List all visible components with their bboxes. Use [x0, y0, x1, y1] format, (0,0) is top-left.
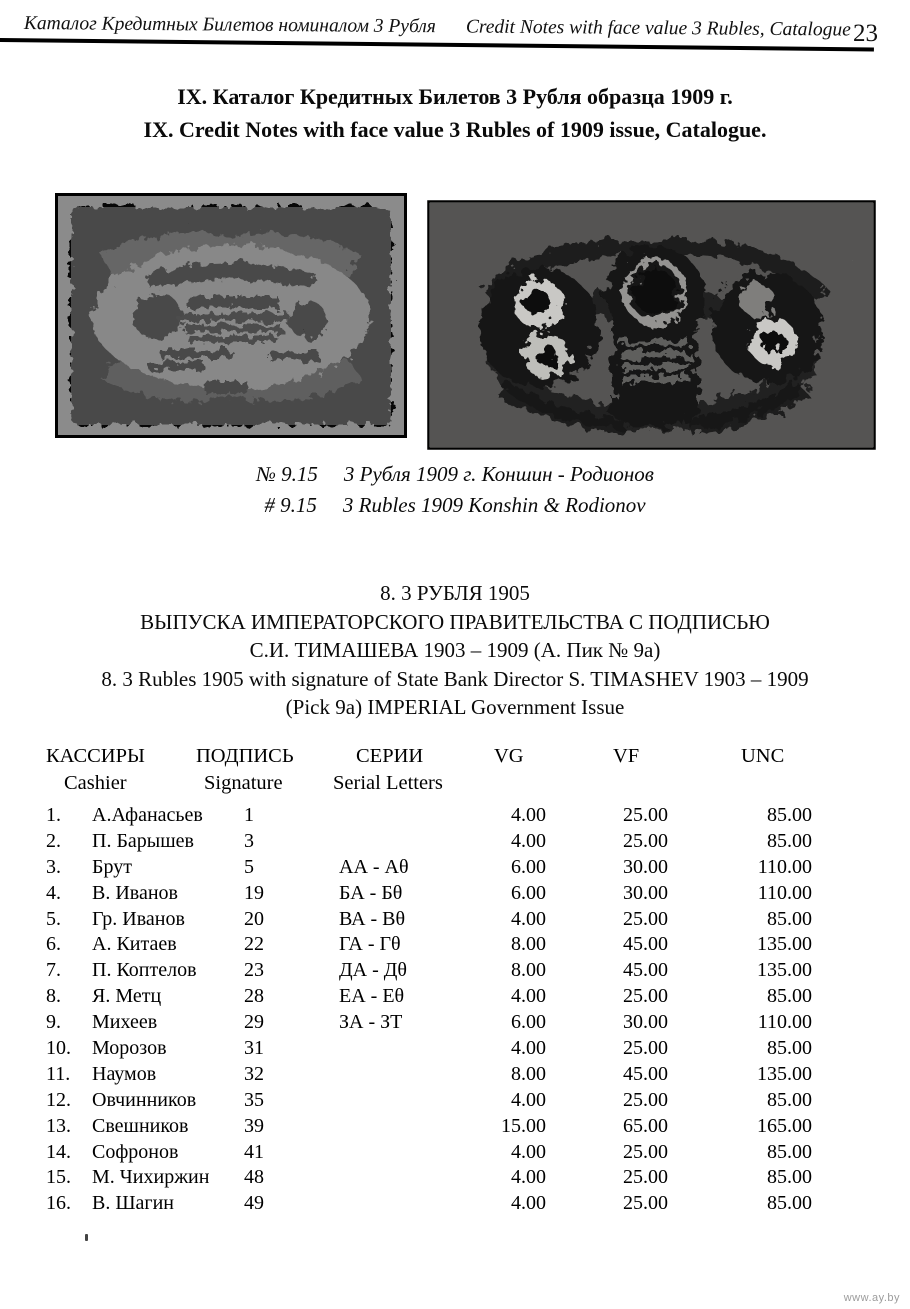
cell-serial: БА - Бθ	[339, 881, 403, 904]
cell-vg: 4.00	[511, 1166, 546, 1189]
cell-sig: 22	[244, 933, 264, 956]
cell-vg: 6.00	[511, 1011, 546, 1034]
chapter-title	[0, 80, 910, 146]
cell-vf: 45.00	[623, 959, 668, 982]
cell-serial	[339, 829, 489, 855]
cell-sig: 19	[244, 881, 264, 904]
banknote-back-image	[427, 200, 876, 450]
cell-sig: 32	[244, 1062, 264, 1085]
cell-num: 12.	[46, 1088, 71, 1111]
cell-vf: 45.00	[623, 1062, 668, 1085]
cell-vf: 25.00	[623, 1088, 668, 1111]
plate-caption-en	[0, 490, 910, 521]
cell-vg: 6.00	[511, 855, 546, 878]
cell-vg: 4.00	[511, 1140, 546, 1163]
cell-unc: 85.00	[767, 804, 812, 826]
cell-serial: ВА - Вθ	[339, 907, 406, 930]
cell-num: 7.	[46, 959, 61, 982]
cell-vf: 25.00	[623, 1166, 668, 1189]
cell-num: 16.	[46, 1192, 71, 1215]
cell-serial: ДА - Дθ	[339, 959, 407, 982]
cell-unc: 110.00	[757, 855, 812, 878]
table-row	[0, 881, 910, 907]
cell-sig: 1	[244, 804, 254, 826]
table-row	[0, 1010, 910, 1036]
col-header-vg: VG	[494, 745, 524, 767]
col-header-series-ru: СЕРИИ	[356, 745, 424, 767]
cell-sig: 23	[244, 959, 264, 982]
cell-unc: 85.00	[767, 1088, 812, 1111]
cell-sig: 3	[244, 829, 254, 852]
cell-cashier: Наумов	[92, 1062, 157, 1085]
cell-serial	[339, 1062, 489, 1088]
cell-unc: 85.00	[767, 907, 812, 930]
chapter-title-ru: IX. Каталог Кредитных Билетов 3 Рубля образца 1909 г.	[177, 84, 733, 109]
cell-vf: 25.00	[623, 907, 668, 930]
table-row	[0, 829, 910, 855]
col-header-signature-ru: ПОДПИСЬ	[196, 745, 294, 767]
cell-vg: 8.00	[511, 1062, 546, 1085]
cell-cashier: Морозов	[92, 1037, 167, 1060]
cell-cashier: П. Барышев	[92, 829, 194, 852]
price-table-body	[0, 803, 910, 1217]
cell-unc: 85.00	[767, 1140, 812, 1163]
cell-unc: 165.00	[757, 1114, 812, 1137]
cell-vf: 45.00	[623, 933, 668, 956]
cell-vg: 4.00	[511, 985, 546, 1008]
cell-unc: 135.00	[757, 933, 812, 956]
cell-sig: 39	[244, 1114, 264, 1137]
cell-num: 8.	[46, 985, 61, 1008]
cell-vg: 8.00	[511, 933, 546, 956]
cell-serial	[339, 1114, 489, 1140]
cell-sig: 29	[244, 1011, 264, 1034]
cell-cashier: П. Коптелов	[92, 959, 197, 982]
banknote-back-scan	[427, 200, 876, 450]
cell-vf: 30.00	[623, 855, 668, 878]
cell-vg: 4.00	[511, 907, 546, 930]
cell-num: 14.	[46, 1140, 71, 1163]
cell-unc: 135.00	[757, 959, 812, 982]
cell-num: 1.	[46, 804, 61, 826]
plate-text-ru: 3 Рубля 1909 г. Коншин - Родионов	[343, 462, 654, 486]
table-row	[0, 907, 910, 933]
cell-cashier: В. Шагин	[92, 1192, 175, 1215]
cell-cashier: Овчинников	[92, 1088, 197, 1111]
cell-vf: 25.00	[623, 1140, 668, 1163]
cell-serial	[339, 1088, 489, 1114]
watermark: www.ay.by	[843, 1292, 900, 1304]
cell-vg: 4.00	[511, 1192, 546, 1215]
col-header-unc: UNC	[741, 745, 785, 767]
cell-sig: 48	[244, 1166, 264, 1189]
cell-sig: 20	[244, 907, 264, 930]
cell-sig: 5	[244, 855, 254, 878]
cell-serial: АА - Аθ	[339, 855, 409, 878]
cell-vg: 8.00	[511, 959, 546, 982]
cell-serial	[339, 1036, 489, 1062]
cell-cashier: Софронов	[92, 1140, 179, 1163]
cell-num: 9.	[46, 1011, 61, 1034]
entry-line-4: 8. 3 Rubles 1905 with signature of State Bank Director S. TIMASHEV 1903 – 1909	[101, 666, 809, 691]
running-head-ru: Каталог Кредитных Билетов номиналом 3 Рубля	[23, 13, 436, 38]
cell-num: 5.	[46, 907, 61, 930]
banknote-front-scan	[55, 193, 407, 438]
cell-num: 10.	[46, 1037, 71, 1060]
cell-serial	[339, 1140, 489, 1166]
cell-unc: 110.00	[757, 881, 812, 904]
cell-cashier: А.Афанасьев	[92, 804, 203, 826]
col-header-signature-en: Signature	[204, 772, 283, 794]
cell-serial	[339, 1191, 489, 1217]
cell-cashier: Я. Метц	[92, 985, 162, 1008]
cell-cashier: Гр. Иванов	[92, 907, 185, 930]
cell-sig: 35	[244, 1088, 264, 1111]
table-row	[0, 984, 910, 1010]
cell-num: 4.	[46, 881, 61, 904]
cell-vf: 25.00	[623, 985, 668, 1008]
table-row	[0, 1062, 910, 1088]
cell-unc: 85.00	[767, 1192, 812, 1215]
table-row	[0, 1036, 910, 1062]
table-row	[0, 932, 910, 958]
cell-cashier: Брут	[92, 855, 132, 878]
table-row	[0, 958, 910, 984]
cell-num: 6.	[46, 933, 61, 956]
cell-unc: 85.00	[767, 829, 812, 852]
plate-caption	[0, 459, 910, 521]
table-row	[0, 1140, 910, 1166]
cell-vg: 4.00	[511, 1037, 546, 1060]
page-number: 23	[853, 20, 878, 47]
cell-vf: 25.00	[623, 1192, 668, 1215]
cell-cashier: Свешников	[92, 1114, 189, 1137]
cell-vg: 4.00	[511, 804, 546, 826]
cell-unc: 85.00	[767, 985, 812, 1008]
cell-serial: ЗА - ЗТ	[339, 1011, 403, 1034]
cell-vf: 25.00	[623, 804, 668, 826]
plate-text-en: 3 Rubles 1909 Konshin & Rodionov	[342, 493, 646, 517]
cell-vf: 25.00	[623, 829, 668, 852]
cell-serial	[339, 803, 489, 829]
entry-line-1: 8. 3 РУБЛЯ 1905	[380, 581, 530, 605]
scan-artifact-mark	[85, 1234, 88, 1241]
table-row	[0, 1088, 910, 1114]
cell-vg: 6.00	[511, 881, 546, 904]
cell-num: 11.	[46, 1062, 71, 1085]
entry-line-2: ВЫПУСКА ИМПЕРАТОРСКОГО ПРАВИТЕЛЬСТВА С ПОДПИСЬЮ	[140, 609, 770, 634]
cell-num: 13.	[46, 1114, 71, 1137]
plate-number-ru: № 9.15	[256, 462, 318, 486]
table-row	[0, 855, 910, 881]
cell-num: 15.	[46, 1166, 71, 1189]
running-head-en: Credit Notes with face value 3 Rubles, Catalogue	[465, 16, 851, 41]
cell-cashier: А. Китаев	[92, 933, 177, 956]
banknote-front-image	[55, 193, 407, 438]
cell-vf: 65.00	[623, 1114, 668, 1137]
cell-vf: 30.00	[623, 881, 668, 904]
cell-serial: ГА - Гθ	[339, 933, 401, 956]
cell-vf: 25.00	[623, 1037, 668, 1060]
entry-heading	[0, 579, 910, 722]
cell-vg: 4.00	[511, 829, 546, 852]
plate-number-en: # 9.15	[264, 493, 317, 517]
cell-vf: 30.00	[623, 1011, 668, 1034]
col-header-vf: VF	[613, 745, 640, 767]
col-header-series-en: Serial Letters	[333, 772, 443, 794]
chapter-title-en: IX. Credit Notes with face value 3 Rubles of 1909 issue, Catalogue.	[143, 117, 767, 142]
cell-num: 2.	[46, 829, 61, 852]
cell-serial: ЕА - Еθ	[339, 985, 405, 1008]
plate-caption-ru	[0, 459, 910, 490]
cell-cashier: М. Чихиржин	[92, 1166, 210, 1189]
cell-sig: 49	[244, 1192, 264, 1215]
table-row	[0, 803, 910, 829]
table-row	[0, 1165, 910, 1191]
cell-vg: 4.00	[511, 1088, 546, 1111]
price-table-header	[0, 745, 910, 801]
cell-sig: 28	[244, 985, 264, 1008]
col-header-cashiers-ru: КАССИРЫ	[46, 745, 145, 767]
cell-unc: 85.00	[767, 1037, 812, 1060]
cell-unc: 110.00	[757, 1011, 812, 1034]
cell-num: 3.	[46, 855, 61, 878]
cell-vg: 15.00	[501, 1114, 546, 1137]
cell-unc: 135.00	[757, 1062, 812, 1085]
col-header-cashiers-en: Cashier	[64, 772, 127, 794]
cell-serial	[339, 1165, 489, 1191]
entry-line-3: С.И. ТИМАШЕВА 1903 – 1909 (А. Пик № 9а)	[249, 638, 661, 662]
running-head	[24, 13, 854, 42]
table-row	[0, 1191, 910, 1217]
cell-unc: 85.00	[767, 1166, 812, 1189]
entry-line-5: (Pick 9a) IMPERIAL Government Issue	[285, 695, 625, 719]
cell-sig: 41	[244, 1140, 264, 1163]
cell-cashier: Михеев	[92, 1011, 158, 1034]
cell-cashier: В. Иванов	[92, 881, 178, 904]
cell-sig: 31	[244, 1037, 264, 1060]
table-row	[0, 1114, 910, 1140]
